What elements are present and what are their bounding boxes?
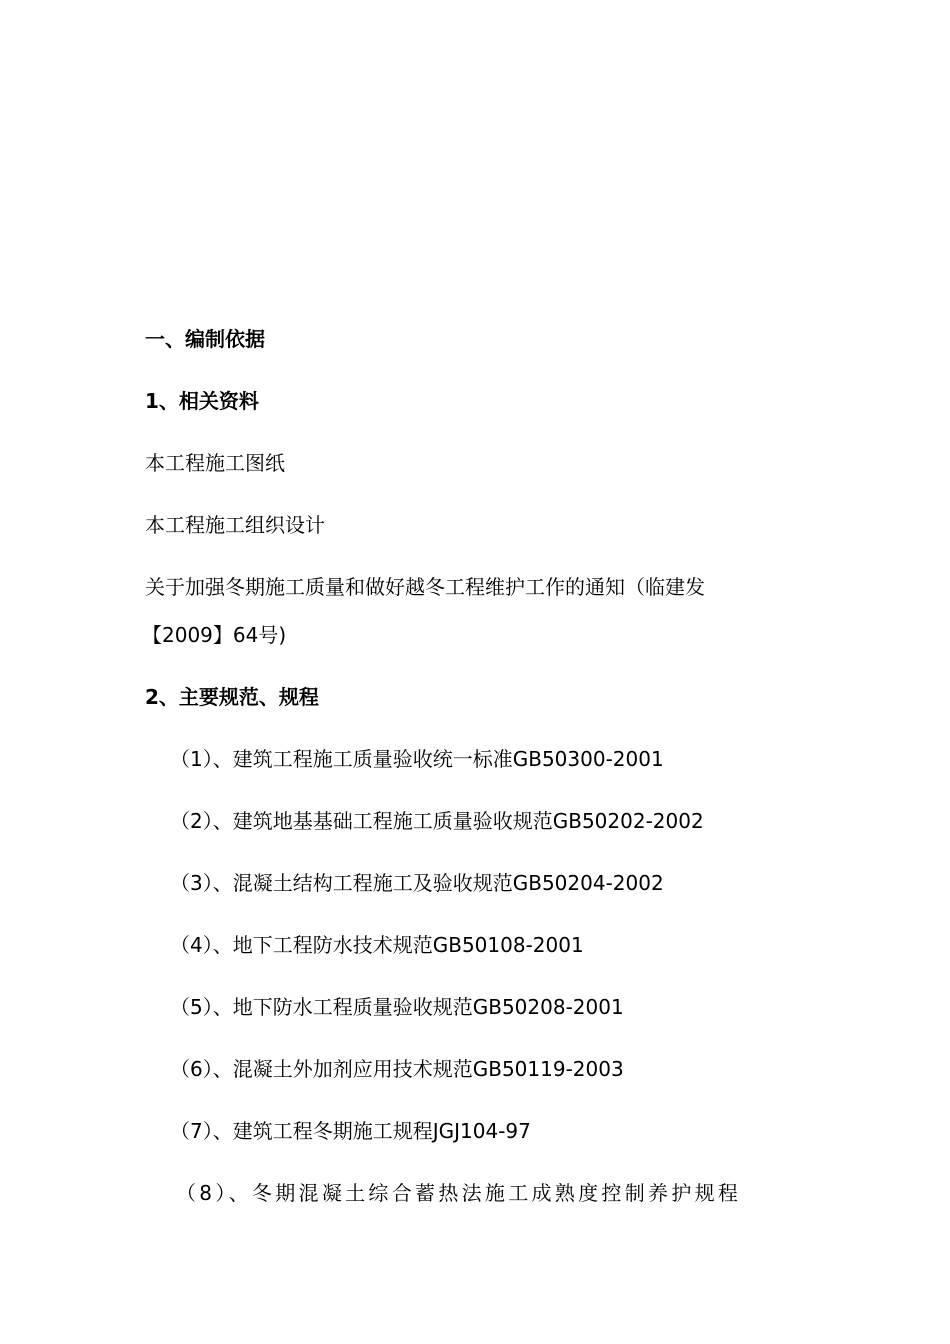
reference-item-continuation: 【2009】64号): [142, 623, 287, 647]
standard-item: （4）、地下工程防水技术规范GB50108-2001: [170, 933, 584, 957]
subsection-2-title: 2、主要规范、规程: [145, 685, 319, 709]
standard-item: （3）、混凝土结构工程施工及验收规范GB50204-2002: [170, 871, 664, 895]
standard-item: （5）、地下防水工程质量验收规范GB50208-2001: [170, 995, 624, 1019]
reference-item: 关于加强冬期施工质量和做好越冬工程维护工作的通知（临建发: [145, 575, 705, 599]
standard-item: （8）、冬期混凝土综合蓄热法施工成熟度控制养护规程: [176, 1181, 742, 1205]
section-heading: 一、编制依据: [145, 327, 265, 351]
standard-item: （2）、建筑地基基础工程施工质量验收规范GB50202-2002: [170, 809, 704, 833]
subsection-1-title: 1、相关资料: [145, 389, 259, 413]
standard-item: （6）、混凝土外加剂应用技术规范GB50119-2003: [170, 1057, 624, 1081]
reference-item: 本工程施工图纸: [145, 451, 285, 475]
standard-item: （7）、建筑工程冬期施工规程JGJ104-97: [170, 1119, 531, 1143]
reference-item: 本工程施工组织设计: [145, 513, 325, 537]
standard-item: （1）、建筑工程施工质量验收统一标准GB50300-2001: [170, 747, 664, 771]
